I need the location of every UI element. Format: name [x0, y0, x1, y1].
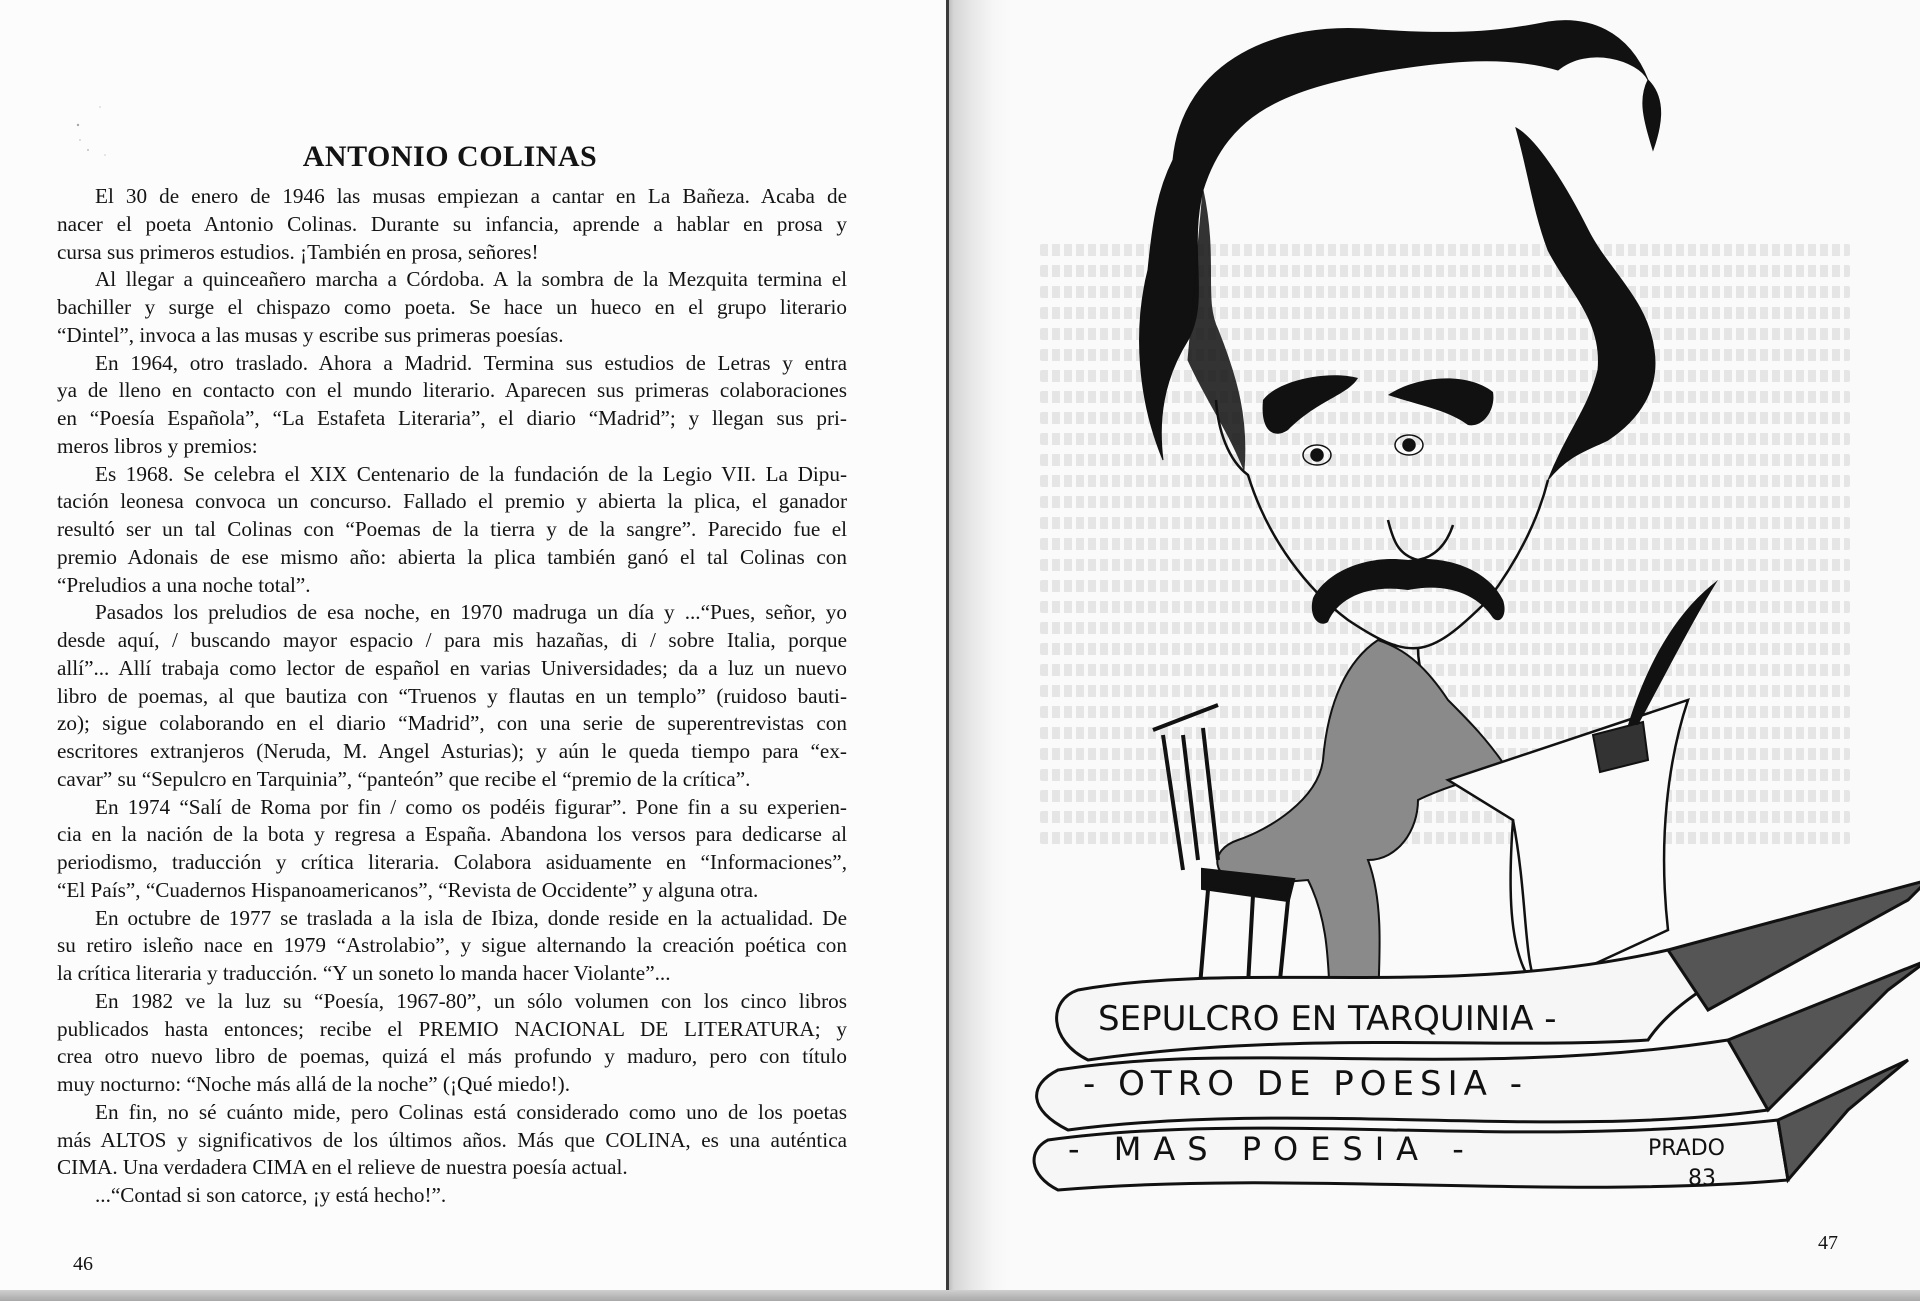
text-line: escritores extranjeros (Neruda, M. Angel Asturias); y aún le queda tiempo para “ex- [57, 739, 847, 763]
text-line: ya de lleno en contacto con el mundo literario. Aparecen sus primeras colaboraciones [57, 378, 847, 403]
text-line: su retiro isleño nace en 1979 “Astrolabio”, y sigue alternando la creación poética con [57, 933, 847, 958]
eyebrows-drawing [1263, 375, 1494, 434]
artist-signature-year: 83 [1688, 1166, 1716, 1191]
text-line: desde aquí, / buscando mayor espacio / para mis hazañas, di / sobre Italia, porque [57, 628, 847, 652]
text-line: cursa sus primeros estudios. ¡También en prosa, señores! [57, 239, 539, 264]
text-line: meros libros y premios: [57, 433, 258, 458]
text-line: cavar” su “Sepulcro en Tarquinia”, “panteón” que recibe el “premio de la crítica”. [57, 766, 751, 791]
text-line: tación leonesa convoca un concurso. Fallado el premio y abierta la plica, el ganador [57, 489, 847, 514]
text-line: crea otro nuevo libro de poemas, quizá el más profundo y maduro, pero con título [57, 1044, 847, 1069]
text-line: En octubre de 1977 se traslada a la isla de Ibiza, donde reside en la actualidad. De [95, 905, 847, 930]
page-number-left: 46 [73, 1253, 93, 1275]
text-line: “El País”, “Cuadernos Hispanoamericanos”, “Revista de Occidente” y alguna otra. [57, 877, 759, 902]
text-line: Es 1968. Se celebra el XIX Centenario de la fundación de la Legio VII. La Dipu- [95, 461, 847, 486]
page-number-right: 47 [1818, 1232, 1838, 1254]
text-line: periodismo, traducción y crítica literaria. Colabora asiduamente en “Informaciones”, [57, 850, 847, 874]
text-line: allí”... Allí trabaja como lector de español en varias Universidades; da a luz un nuevo [57, 655, 847, 680]
artist-signature: PRADO [1648, 1136, 1725, 1161]
text-line: más ALTOS y significativos de los últimos años. Más que COLINA, es una auténtica [57, 1127, 847, 1152]
text-line: En fin, no sé cuánto mide, pero Colinas está considerado como uno de los poetas [95, 1099, 847, 1124]
eyes-drawing [1303, 435, 1423, 465]
text-line: “Preludios a una noche total”. [57, 572, 311, 597]
text-line: zo); sigue colaborando en el diario “Madrid”, con una serie de superentrevistas con [57, 711, 847, 736]
text-line: Pasados los preludios de esa noche, en 1970 madruga un día y ...“Pues, señor, yo [95, 600, 847, 625]
text-line: Al llegar a quinceañero marcha a Córdoba. A la sombra de la Mezquita termina el [95, 267, 847, 292]
caricature-illustration [948, 0, 1920, 1290]
text-line: en “Poesía Española”, “La Estafeta Literaria”, el diario “Madrid”; y llegan sus pri- [57, 406, 847, 430]
banner-line-2: - OTRO DE POESIA - [1083, 1064, 1528, 1104]
text-line: CIMA. Una verdadera CIMA en el relieve de nuestra poesía actual. [57, 1155, 628, 1180]
text-line: libro de poemas, al que bautiza con “Truenos y flautas en un templo” (ruidoso bauti- [57, 683, 847, 708]
text-line: “Dintel”, invoca a las musas y escribe sus primeras poesías. [57, 322, 564, 347]
text-line: El 30 de enero de 1946 las musas empiezan a cantar en La Bañeza. Acaba de [95, 184, 847, 208]
banner-line-3: - MAS POESIA - [1068, 1130, 1476, 1168]
text-line: cia en la nación de la bota y regresa a España. Abandona los versos para dedicarse al [57, 822, 847, 847]
text-line: bachiller y surge el chispazo como poeta. Se hace un hueco en el grupo literario [57, 295, 847, 319]
text-line: publicados hasta entonces; recibe el PREMIO NACIONAL DE LITERATURA; y [57, 1016, 847, 1041]
page-title: ANTONIO COLINAS [302, 140, 598, 174]
article-body [57, 183, 847, 1210]
text-line: En 1982 ve la luz su “Poesía, 1967-80”, un sólo volumen con los cinco libros [95, 988, 847, 1013]
text-line: muy nocturno: “Noche más allá de la noche” (¡Qué miedo!). [57, 1072, 571, 1096]
text-line: En 1974 “Salí de Roma por fin / como os podéis figurar”. Pone fin a su experien- [95, 794, 847, 819]
text-line: premio Adonais de ese mismo año: abierta la plica también ganó el tal Colinas con [57, 544, 847, 569]
banner-line-1: SEPULCRO EN TARQUINIA - [1098, 999, 1557, 1039]
text-line: ...“Contad si son catorce, ¡y está hecho!”. [95, 1183, 447, 1207]
book-bottom-edge [0, 1290, 1920, 1301]
text-line: En 1964, otro traslado. Ahora a Madrid. Termina sus estudios de Letras y entra [95, 350, 847, 375]
body-drawing [1217, 640, 1508, 1010]
text-line: nacer el poeta Antonio Colinas. Durante su infancia, aprende a hablar en prosa y [57, 211, 847, 236]
text-line: la crítica literaria y traducción. “Y un soneto lo manda hacer Violante”... [57, 961, 671, 985]
text-line: resultó ser un tal Colinas con “Poemas de la tierra y de la sangre”. Parecido fue el [57, 517, 847, 541]
